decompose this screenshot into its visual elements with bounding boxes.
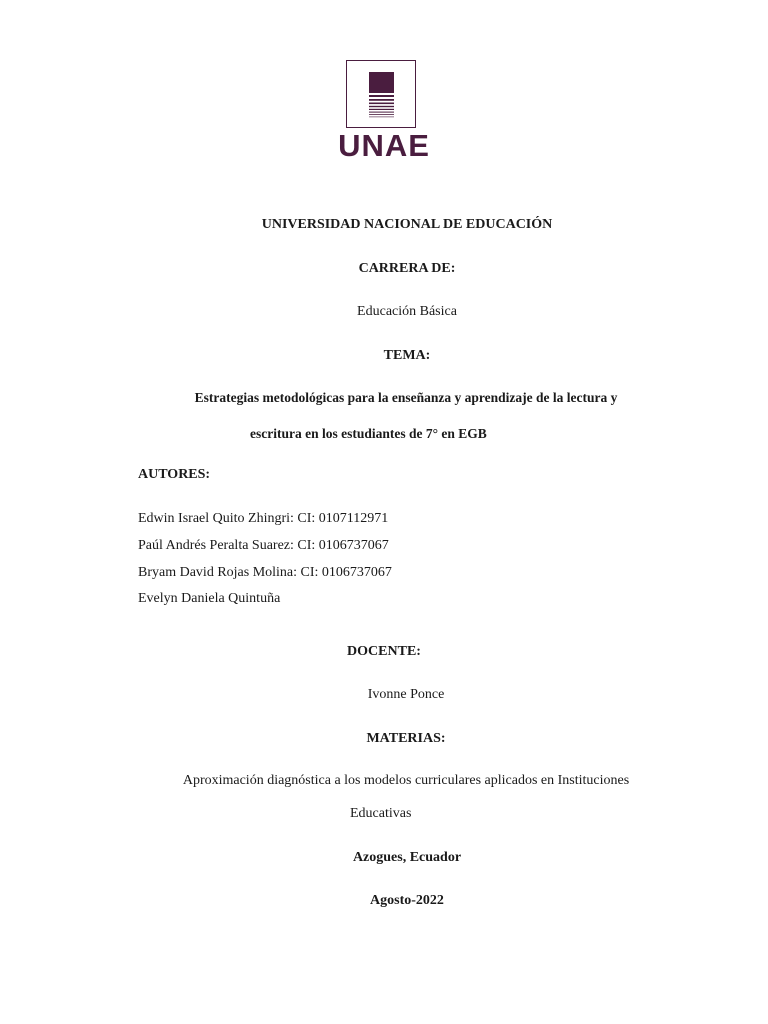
tema-line-2: escritura en los estudiantes de 7° en EGB — [250, 426, 487, 441]
tema-heading: TEMA: — [383, 348, 431, 363]
carrera-value: Educación Básica — [357, 304, 457, 319]
materias-line-1: Aproximación diagnóstica a los modelos curriculares aplicados en Instituciones — [182, 773, 630, 788]
logo-frame — [346, 60, 416, 128]
docente-heading: DOCENTE: — [347, 644, 421, 659]
author-item: Bryam David Rojas Molina: CI: 0106737067 — [138, 565, 392, 580]
unae-logo-icon — [369, 72, 394, 118]
author-item: Edwin Israel Quito Zhingri: CI: 0107112971 — [138, 511, 389, 526]
author-item: Evelyn Daniela Quintuña — [138, 591, 281, 606]
materias-line-2: Educativas — [350, 806, 412, 821]
location: Azogues, Ecuador — [352, 850, 462, 865]
tema-line-1: Estrategias metodológicas para la enseñanza y aprendizaje de la lectura y — [194, 390, 618, 405]
university-name: UNIVERSIDAD NACIONAL DE EDUCACIÓN — [261, 217, 553, 232]
author-item: Paúl Andrés Peralta Suarez: CI: 0106737067 — [138, 538, 389, 553]
carrera-heading: CARRERA DE: — [358, 261, 456, 276]
logo-wordmark: UNAE — [338, 128, 430, 163]
autores-heading: AUTORES: — [138, 467, 211, 482]
date: Agosto-2022 — [370, 893, 444, 908]
docente-value: Ivonne Ponce — [367, 687, 445, 702]
materias-heading: MATERIAS: — [366, 731, 446, 746]
